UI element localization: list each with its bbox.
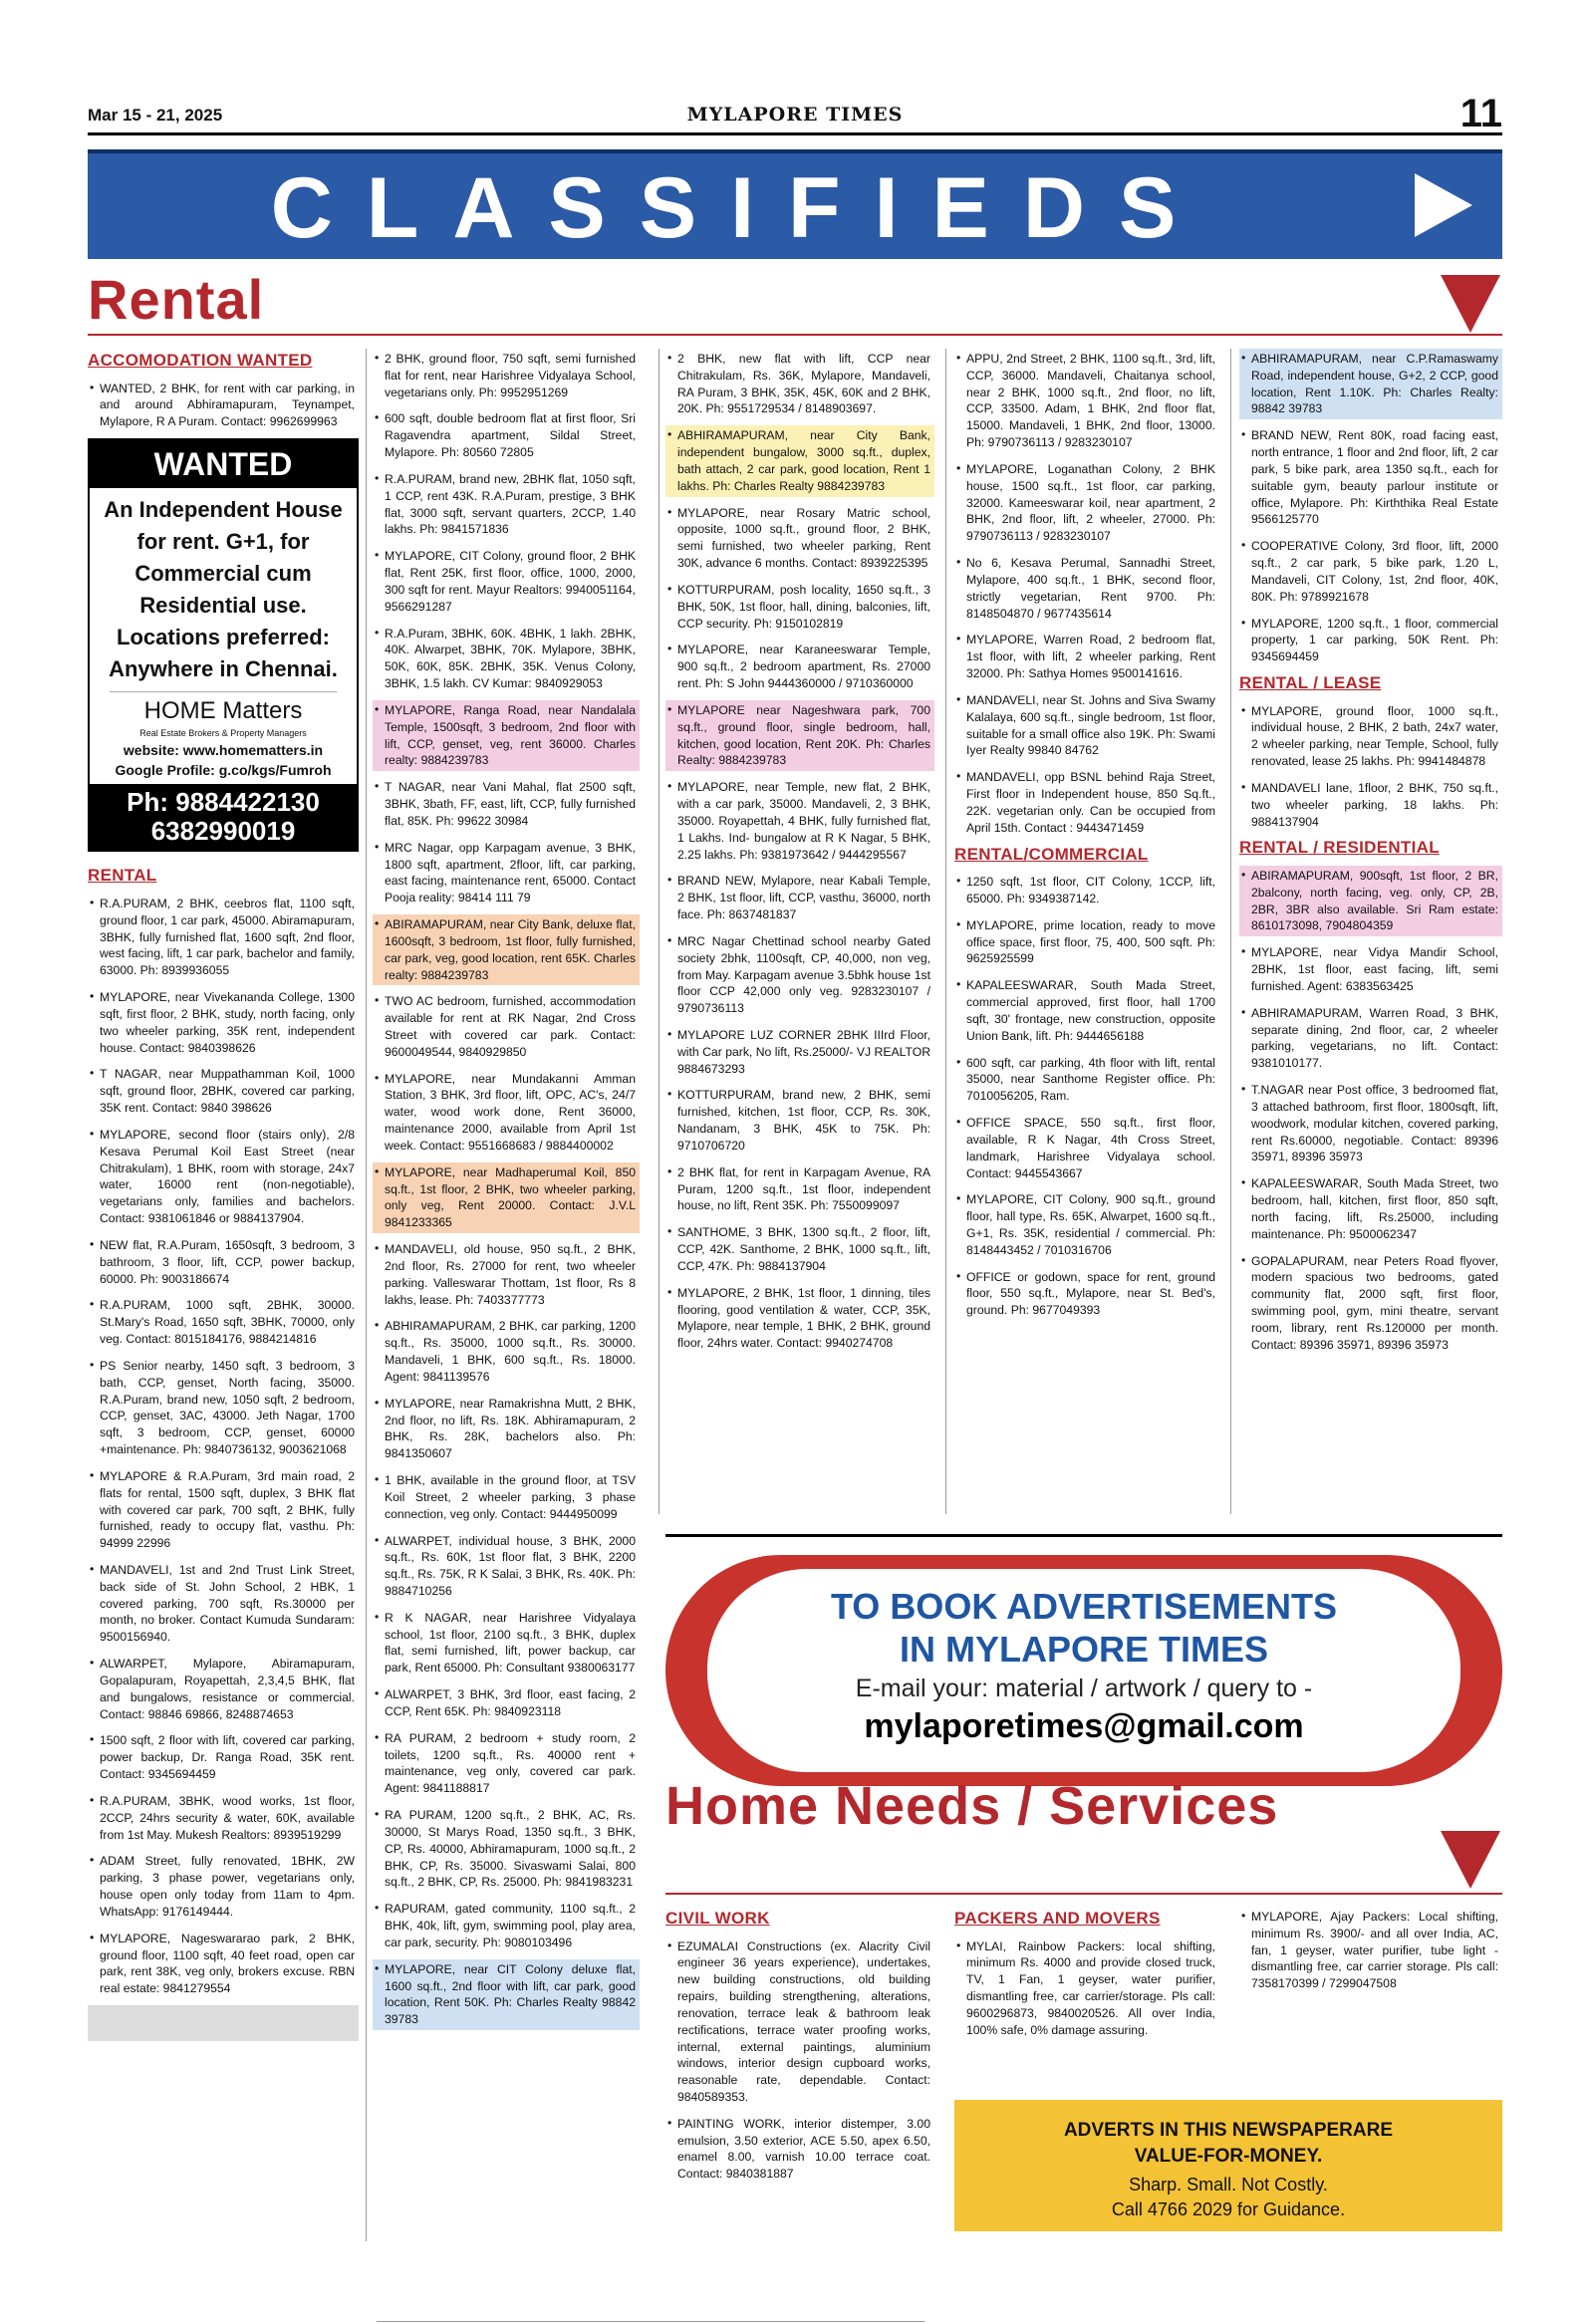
column-divider — [1230, 349, 1231, 1514]
classified-ad: • OFFICE SPACE, 550 sq.ft., first floor, available, R K Nagar, 4th Cross Street, landmark, Harishree Vidyalaya school. Contact: 9445543667 — [954, 1113, 1219, 1183]
classified-ad: • MYLAPORE, Ajay Packers: Local shifting, minimum Rs. 3900/- and all over India, AC, fan, 1 geyser, water purifier, tube light - dismantling free, car carrier storage. Pls call: 7358170399 / 7299047508 — [1239, 1907, 1502, 1994]
classified-ad: • MYLAI, Rainbow Packers: local shifting, minimum Rs. 4000 and provide closed truck, TV, 1 Fan, 1 geyser, water purifier, dismantling free, car carrier/storage. Pls call: 9600296873, 9840020526. All over India, 100% safe, 0% damage assuring. — [954, 1937, 1219, 2041]
down-triangle-icon — [1441, 1831, 1500, 1889]
classified-ad: • MYLAPORE, near Ramakrishna Mutt, 2 BHK, 2nd floor, no lift, Rs. 18K. Abhiramapuram, 2 BHK, Rs. 28K, bachelors also. Ph: 9841350607 — [373, 1394, 640, 1464]
classified-ad: • BRAND NEW, Rent 80K, road facing east, north entrance, 1 floor and 2nd floor, lift, 2 car park, 5 bike park, area 1350 sq.ft., each for suitable gym, beauty parlour institute or office, Mylapore. Ph: Kirththika Real Estate 9566125770 — [1239, 425, 1502, 530]
classified-ad: • MYLAPORE, 1200 sq.ft., 1 floor, commercial property, 1 car parking, 50K Rent. Ph: 9345694459 — [1239, 614, 1502, 667]
issue-date: Mar 15 - 21, 2025 — [88, 106, 223, 125]
down-triangle-icon — [1441, 275, 1500, 333]
classified-ad: • R.A.PURAM, 1000 sqft, 2BHK, 30000. St.Mary's Road, 1650 sqft, 3BHK, 70000, only veg. Contact: 8015184176, 9884214816 — [88, 1295, 359, 1349]
classified-ad: • MYLAPORE, near CIT Colony deluxe flat, 1600 sq.ft., 2nd floor with lift, car park, good location, Rent 50K. Ph: Charles Realty 98842 39783 — [373, 1959, 640, 2030]
classified-ad: • ABIRAMAPURAM, near City Bank, deluxe flat, 1600sqft, 3 bedroom, 1st floor, fully furnished, car park, veg, good location, rent 65K. Charles realty: 9884239783 — [373, 914, 640, 985]
ad-list — [373, 349, 640, 2030]
section-heading-home-needs: Home Needs / Services — [665, 1776, 1279, 1836]
classifieds-banner — [88, 149, 1502, 259]
classified-ad: • 600 sqft, car parking, 4th floor with lift, rental 35000, near Santhome Register office. Ph: 7010056205, Ram. — [954, 1053, 1219, 1107]
wanted-phone — [90, 784, 357, 850]
classified-ad: • 1250 sqft, 1st floor, CIT Colony, 1CCP, lift, 65000. Ph: 9349387142. — [954, 872, 1219, 909]
classified-ad: • MYLAPORE, near Rosary Matric school, opposite, 1000 sq.ft., ground floor, 2 BHK, semi furnished, two wheeler parking, Rent 30K, advance 6 months. Contact: 8939225395 — [665, 503, 934, 574]
wanted-phone-2: 6382990019 — [150, 816, 296, 847]
section-rule — [88, 334, 1502, 336]
classified-ad: • KOTTURPURAM, posh locality, 1650 sq.ft., 3 BHK, 50K, 1st floor, hall, dining, balconies, lift, CCP security. Ph: 9150102819 — [665, 580, 934, 634]
ad-list — [1239, 866, 1502, 1356]
booking-email: mylaporetimes@gmail.com — [864, 1707, 1304, 1746]
page-number: 11 — [1459, 92, 1502, 135]
classified-ad: • No 6, Kesava Perumal, Sannadhi Street, Mylapore, 400 sq.ft., 1 BHK, second floor, strictly vegetarian, Rent 9700. Ph: 8148504870 / 9677435614 — [954, 553, 1219, 624]
adverts-value-box — [954, 2100, 1502, 2231]
wanted-phone-1: Ph: 9884422130 — [127, 787, 320, 818]
column-2 — [373, 349, 640, 2036]
adverts-line-3: Sharp. Small. Not Costly. — [1129, 2175, 1328, 2195]
classified-ad: • ALWARPET, 3 BHK, 3rd floor, east facing, 2 CCP, Rent 65K. Ph: 9840923118 — [373, 1684, 640, 1722]
booking-advert — [665, 1534, 1502, 1803]
classified-ad: • MANDAVELI, old house, 950 sq.ft., 2 BHK, 2nd floor, Rs. 27000 for rent, two wheeler parking. Valleswarar Thottam, 1st floor, Rs 8 lakhs, lease. Ph: 7403377773 — [373, 1239, 640, 1310]
wanted-display-ad — [88, 438, 359, 852]
classified-ad: • MYLAPORE LUZ CORNER 2BHK IIIrd Floor, with Car park, No lift, Rs.25000/- VJ REALTOR 9884673293 — [665, 1025, 934, 1079]
classified-ad: • BRAND NEW, Mylapore, near Kabali Temple, 2 BHK, 1st floor, lift, CCP, vasthu, 36000, north face. Ph: 8637481837 — [665, 871, 934, 924]
classified-ad: • MYLAPORE, Warren Road, 2 bedroom flat, 1st floor, with lift, 2 wheeler parking, Rent 32000. Ph: Sathya Homes 9500141616. — [954, 630, 1219, 683]
column-1 — [88, 349, 359, 2041]
classified-ad: • KOTTURPURAM, brand new, 2 BHK, semi furnished, kitchen, 1st floor, CCP, Rs. 30K, Nandanam, 3 BHK, 45K to 75K. Ph: 9710706720 — [665, 1085, 934, 1156]
subheading-accomodation-wanted: ACCOMODATION WANTED — [88, 351, 313, 370]
masthead — [88, 92, 1502, 135]
classified-ad: • SANTHOME, 3 BHK, 1300 sq.ft., 2 floor, lift, CCP, 42K. Santhome, 2 BHK, 1000 sq.ft., lift, CCP, 47K. Ph: 9884137904 — [665, 1222, 934, 1276]
classified-ad: • TWO AC bedroom, furnished, accommodation available for rent at RK Nagar, 2nd Cross Street with covered car park. Contact: 9600049544, 9840929850 — [373, 991, 640, 1062]
classified-ad: • MRC Nagar Chettinad school nearby Gated society 2bhk, 1100sqft, CP, 40,000, non veg, from May. Karpagam avenue 3.5bhk house 1st floor CCP 42,000 only veg. 9283230107 / 9790736113 — [665, 931, 934, 1019]
classified-ad: • 2 BHK flat, for rent in Karpagam Avenue, RA Puram, 1200 sq.ft., 1st floor, independent house, no lift, Rent 35K. Ph: 7550099097 — [665, 1162, 934, 1216]
booking-oval — [665, 1555, 1502, 1786]
subheading-rental-residential: RENTAL / RESIDENTIAL — [1239, 838, 1440, 858]
subheading-civil-work: CIVIL WORK — [665, 1909, 770, 1928]
classified-ad: • MYLAPORE, Loganathan Colony, 2 BHK house, 1500 sq.ft., 1st floor, car parking, 32000. Kameeswarar koil, near apartment, 2 BHK, 2nd floor, lift, 2 wheeler, 27000. Ph: 9790736113 / 9283230107 — [954, 459, 1219, 547]
booking-line-2: IN MYLAPORE TIMES — [899, 1629, 1269, 1671]
classified-ad: • RA PURAM, 2 bedroom + study room, 2 toilets, 1200 sq.ft., Rs. 40000 rent + maintenance, veg only, covered car park. Agent: 9841188817 — [373, 1728, 640, 1799]
footer-rule — [377, 2321, 925, 2322]
ad-list — [88, 379, 359, 432]
ad-list — [954, 1937, 1219, 2041]
ad-list — [1239, 701, 1502, 833]
classified-ad: • R K NAGAR, near Harishree Vidyalaya school, 1st floor, 2100 sq.ft., 3 BHK, duplex flat, semi furnished, lift, power backup, car park, Rent 65000. Ph: Consultant 9380063177 — [373, 1608, 640, 1678]
classified-ad: • 2 BHK, new flat with lift, CCP near Chitrakulam, Rs. 36K, Mylapore, Mandaveli, RA Puram, 3 BHK, 35K, 45K, 60K and 2 BHK, 20K. Ph: 9551729534 / 8148903697. — [665, 349, 934, 419]
logo-text: HOME Matters — [143, 696, 303, 724]
classified-ad: • MYLAPORE, near Karaneeswarar Temple, 900 sq.ft., 2 bedroom apartment, Rs. 27000 rent. Ph: S John 9444360000 / 9710360000 — [665, 640, 934, 693]
column-4 — [954, 349, 1219, 1327]
classified-ad: • MYLAPORE, Nageswararao park, 2 BHK, ground floor, 1100 sqft, 40 feet road, open car park, rent 38K, veg only, brokers excuse. RBN real estate: 9841279554 — [88, 1929, 359, 1999]
ad-list — [665, 1937, 934, 2186]
classified-ad: • MYLAPORE, near Temple, new flat, 2 BHK, with a car park, 35000. Mandaveli, 2, 3 BHK, 35000. Royapettah, 4 BHK, fully furnished flat, 1 Lakhs. Ind- bungalow at R K Nagar, 5 BHK, 2.25 lakhs. Ph: 9381973642 / 9444295567 — [665, 777, 934, 865]
classified-ad: • RAPURAM, gated community, 1100 sq.ft., 2 BHK, 40k, lift, gym, swimming pool, play area, car park, security. Ph: 9080103496 — [373, 1899, 640, 1952]
classified-ad: • EZUMALAI Constructions (ex. Alacrity Civil engineer 36 years experience), undertakes, new building constructions, old building repairs, building strengthening, alterations, renovation, terrace leak & bathroom leak rectifications, terrace water proofing works, internal, external paintings, aluminium windows, interior design cupboard works, reasonable rate, dependable. Contact: 9840589353. — [665, 1937, 934, 2108]
classified-ad: • MYLAPORE, near Vivekananda College, 1300 sqft, first floor, 2 BHK, study, north facing, only two wheeler parking, 35K rent, independent house. Contact: 9840398626 — [88, 987, 359, 1058]
packers-column — [954, 1907, 1219, 2047]
classified-ad: • MANDAVELI, near St. Johns and Siva Swamy Kalalaya, 600 sq.ft., single bedroom, 1st floor, suitable for a small office also 19K. Ph: Swami Iyer Realty 99840 84762 — [954, 690, 1219, 761]
classified-ad: • T.NAGAR near Post office, 3 bedroomed flat, 3 attached bathroom, first floor, 1800sqft, lift, woodwork, modular kitchen, covered parking, rent Rs.60000, negotiable. Contact: 89396 35971, 89396 35973 — [1239, 1080, 1502, 1167]
classified-ad: • R.A.Puram, 3BHK, 60K. 4BHK, 1 lakh. 2BHK, 40K. Alwarpet, 3BHK, 70K. Mylapore, 3BHK, 50K, 60K, 85K. 2BHK, 35K. Venus Colony, 3BHK, 1.5 lakh. CV Kumar: 9840929053 — [373, 624, 640, 694]
classified-ad: • MYLAPORE & R.A.Puram, 3rd main road, 2 flats for rental, 1500 sqft, duplex, 3 BHK flat with covered car park, 700 sqft, 2 BHK, fully furnished, ready to occupy flat, vasthu. Ph: 94999 22996 — [88, 1466, 359, 1554]
classified-ad: • ABHIRAMAPURAM, 2 BHK, car parking, 1200 sq.ft., Rs. 35000, 1000 sq.ft., Rs. 30000. Mandaveli, 1 BHK, 600 sq.ft., Rs. 18000. Agent: 9841139576 — [373, 1316, 640, 1387]
classified-ad: • R.A.PURAM, brand new, 2BHK flat, 1050 sqft, 1 CCP, rent 43K. R.A.Puram, prestige, 3 BHK flat, 3000 sqft, servant quarters, 2CCP, 1.40 lakhs. Ph: 9841571836 — [373, 469, 640, 540]
classified-ad: • MYLAPORE, ground floor, 1000 sq.ft., individual house, 2 BHK, 2 bath, 24x7 water, 2 wheeler parking, near Temple, School, fully renovated, lease 25 lakhs. Ph: 9941484878 — [1239, 701, 1502, 772]
classified-ad: • 2 BHK, ground floor, 750 sqft, semi furnished flat for rent, near Harishree Vidyalaya School, vegetarians only. Ph: 9952951269 — [373, 349, 640, 402]
booking-inner — [707, 1569, 1460, 1772]
adverts-line-2: VALUE-FOR-MONEY. — [1134, 2145, 1323, 2167]
classified-ad: • GOPALAPURAM, near Peters Road flyover, modern spacious two bedrooms, gated community flat, 2000 sqft, first floor, swimming pool, gym, mini theatre, servant room, library, rent Rs.120000 per month. Contact: 89396 35971, 89396 35973 — [1239, 1251, 1502, 1356]
ad-list — [665, 349, 934, 1354]
ad-list — [954, 349, 1219, 839]
adverts-line-1: ADVERTS IN THIS NEWSPAPERARE — [1063, 2120, 1394, 2141]
subheading-rental-commercial: RENTAL/COMMERCIAL — [954, 844, 1149, 864]
classified-ad: • WANTED, 2 BHK, for rent with car parking, in and around Abhiramapuram, Teynampet, Mylapore, R A Puram. Contact: 9962699963 — [88, 379, 359, 432]
classified-ad: • MYLAPORE, near Madhaperumal Koil, 850 sq.ft., 1st floor, 2 BHK, two wheeler parking, only veg, Rent 20000. Contact: J.V.L 9841233365 — [373, 1162, 640, 1233]
ad-list — [954, 872, 1219, 1321]
classified-ad: • MYLAPORE, near Vidya Mandir School, 2BHK, 1st floor, east facing, lift, semi furnished. Agent: 6383563425 — [1239, 942, 1502, 996]
classified-ad: • MYLAPORE near Nageshwara park, 700 sq.ft., ground floor, single bedroom, hall, kitchen, good location, Rent 20K. Ph: Charles Realty: 9884239783 — [665, 700, 934, 771]
logo-subtitle: Real Estate Brokers & Property Managers — [139, 727, 307, 738]
column-divider — [659, 349, 660, 1514]
classified-ad: • 1 BHK, available in the ground floor, at TSV Koil Street, 2 wheeler parking, 3 phase connection, veg only. Contact: 9444950099 — [373, 1470, 640, 1524]
classified-ad: • ADAM Street, fully renovated, 1BHK, 2W parking, 3 phase power, vegetarians only, house open only today from 11am to 4pm. WhatsApp: 9176149444. — [88, 1851, 359, 1922]
classified-ad: • MANDAVELI, opp BSNL behind Raja Street, First floor in Independent house, 850 Sq.ft., 22K. vegetarian only. Can be occupied from April 15th. Contact : 9443471459 — [954, 767, 1219, 838]
ad-list — [1239, 349, 1502, 667]
play-arrow-icon — [1415, 173, 1472, 237]
classified-ad: • MYLAPORE, 2 BHK, 1st floor, 1 dinning, tiles flooring, good ventilation & water, CCP, 35K, Mylapore, near temple, 1 BHK, 2 BHK, ground floor, 24hrs water. Contact: 9940274708 — [665, 1283, 934, 1354]
classified-ad: • MYLAPORE, CIT Colony, 900 sq.ft., ground floor, hall type, Rs. 65K, Alwarpet, 1600 sq.ft., G+1, Rs. 35K, residential / commercial. Ph: 8148443452 / 7010316706 — [954, 1189, 1219, 1260]
classified-ad: • COOPERATIVE Colony, 3rd floor, lift, 2000 sq.ft., 2 car park, 5 bike park, 1.20 L, Mandaveli, CIT Colony, 1st, 2nd floor, 40K, 80K. Ph: 9789921678 — [1239, 536, 1502, 607]
classified-ad: • KAPALEESWARAR, South Mada Street, commercial approved, first floor, hall 1700 sqft, 30' frontage, new construction, opposite Union Bank, lift. Ph: 9444656188 — [954, 975, 1219, 1046]
wanted-website: website: www.homematters.in — [123, 742, 324, 759]
ad-list — [88, 894, 359, 1999]
adverts-line-4: Call 4766 2029 for Guidance. — [1111, 2198, 1346, 2219]
classified-ad: • MYLAPORE, near Mundakanni Amman Station, 3 BHK, 3rd floor, lift, OPC, AC's, 24/7 water, wood work done, Rent 36000, maintenance 2000, available from April 1st week. Contact: 9551668683 / 9884400002 — [373, 1069, 640, 1157]
section-rule — [665, 1893, 1502, 1895]
wanted-profile: Google Profile: g.co/kgs/Fumroh — [115, 761, 332, 778]
classified-ad: • MRC Nagar, opp Karpagam avenue, 3 BHK, 1800 sqft, apartment, 2floor, lift, car parking, east facing, maintenance rent, 65000. Contact Pooja reality: 98414 111 79 — [373, 838, 640, 908]
ad-list — [1239, 1907, 1502, 1994]
classified-ad: • MYLAPORE, prime location, ready to move office space, first floor, 75, 400, 500 sqft. Ph: 9625925599 — [954, 915, 1219, 969]
subheading-rental-lease: RENTAL / LEASE — [1239, 673, 1382, 693]
section-heading-rental: Rental — [88, 268, 265, 331]
civil-work-column — [665, 1907, 934, 2191]
classified-ad: • ALWARPET, individual house, 3 BHK, 2000 sq.ft., Rs. 60K, 1st floor flat, 3 BHK, 2200 sq.ft., Rs. 75K, R K Salai, 3 BHK, Rs. 40K. Ph: 9884710256 — [373, 1531, 640, 1602]
classified-ad: • ABHIRAMAPURAM, near City Bank, independent bungalow, 3000 sq.ft., duplex, bath attach, 2 car park, good location, Rent 1 lakhs. Ph: Charles Realty 9884239783 — [665, 425, 934, 496]
classified-ad: • 1500 sqft, 2 floor with lift, covered car parking, power backup, Dr. Ranga Road, 35K rent. Contact: 9345694459 — [88, 1730, 359, 1784]
banner-title: CLASSIFIEDS — [270, 160, 1210, 256]
classified-ad: • OFFICE or godown, space for rent, ground floor, 550 sq.ft., Mylapore, near St. Bed's, ground. Ph: 9677049393 — [954, 1267, 1219, 1321]
classified-ad: • R.A.PURAM, 2 BHK, ceebros flat, 1100 sqft, ground floor, 1 car park, 45000. Abiramapuram, 3BHK, fully furnished flat, 1600 sqft, 2nd floor, west facing, lift, 1 car park, bachelor and family, 63000. Ph: 8939936055 — [88, 894, 359, 981]
classified-ad: • APPU, 2nd Street, 2 BHK, 1100 sq.ft., 3rd, lift, CCP, 36000. Mandaveli, Chaitanya school, near 2 BHK, 1000 sq.ft., 2nd floor, no lift, CCP, 33500. Adam, 1 BHK, 2nd floor flat, 15000. Mandaveli, 1 BHK, 2nd floor, 13000. Ph: 9790736113 / 9283230107 — [954, 349, 1219, 453]
column-5 — [1239, 349, 1502, 1362]
classified-ad: • MYLAPORE, Ranga Road, near Nandalala Temple, 1500sqft, 3 bedroom, 2nd floor with lift, CCP, genset, veg, rent 36000. Charles realty: 9884239783 — [373, 700, 640, 771]
classified-ad: • NEW flat, R.A.Puram, 1650sqft, 3 bedroom, 3 bathroom, 3 floor, lift, CCP, power backup, 60000. Ph: 9003186674 — [88, 1235, 359, 1289]
booking-line-1: TO BOOK ADVERTISEMENTS — [830, 1586, 1338, 1627]
booking-line-3: E-mail your: material / artwork / query to - — [855, 1675, 1313, 1703]
classified-ad: • R.A.PURAM, 3BHK, wood works, 1st floor, 2CCP, 24hrs security & water, 60K, available from 1st May. Mukesh Realtors: 8939519299 — [88, 1791, 359, 1845]
column-3 — [665, 349, 934, 1360]
classified-ad: • T NAGAR, near Muppathamman Koil, 1000 sqft, ground floor, 2BHK, covered car parking, 35K rent. Contact: 9840 398626 — [88, 1064, 359, 1118]
column-divider — [366, 349, 367, 2241]
classified-ad: • PS Senior nearby, 1450 sqft, 3 bedroom, 3 bath, CCP, genset, North facing, 35000. R.A.Puram, brand new, 1050 sqft, 2 bedroom, CCP, genset, 3AC, 43000. Jeth Nagar, 1700 sqft, 3 bedroom, CCP, genset, 60000 +maintenance. Ph: 9840736132, 9003621068 — [88, 1356, 359, 1460]
classified-ad: • MANDAVELI, 1st and 2nd Trust Link Street, back side of St. John School, 2 HBK, 1 covered parking, 700 sqft, Rs.30000 per month, no broker. Contact Kumuda Sundaram: 9500156940. — [88, 1560, 359, 1648]
subheading-rental: RENTAL — [88, 866, 157, 886]
subheading-packers-movers: PACKERS AND MOVERS — [954, 1909, 1161, 1928]
classified-ad: • RA PURAM, 1200 sq.ft., 2 BHK, AC, Rs. 30000, St Marys Road, 1350 sq.ft., 3 BHK, CP, Rs. 40000, Abhiramapuram, 1000 sq.ft., 2 BHK, CP, Rs. 35000. Sivaswami Salai, 800 sq.ft., 2 BHK, CP, Rs. 25000. Ph: 9841983231 — [373, 1805, 640, 1893]
blank-grey-box — [88, 2005, 359, 2041]
packers-column-b — [1239, 1907, 1502, 2000]
classified-ad: • MYLAPORE, CIT Colony, ground floor, 2 BHK flat, Rent 25K, first floor, office, 1000, 2000, 300 sqft for rent. Mayur Realtors: 9940051164, 9566291287 — [373, 546, 640, 617]
home-matters-logo — [110, 691, 337, 742]
classified-ad: • PAINTING WORK, interior distemper, 3.00 emulsion, 3.50 exterior, ACE 5.50, apex 6.50, enamel 8.00, varnish 10.00 terrace coat. Contact: 9840381887 — [665, 2114, 934, 2185]
paper-name: MYLAPORE TIMES — [686, 104, 904, 126]
classified-ad: • ABHIRAMAPURAM, Warren Road, 3 BHK, separate dining, 2nd floor, car, 2 wheeler parking, vegetarians, no lift. Contact: 9381010177. — [1239, 1003, 1502, 1074]
classified-ad: • 600 sqft, double bedroom flat at first floor, Sri Ragavendra apartment, Sildal Street, Mylapore. Ph: 80560 72805 — [373, 408, 640, 462]
classified-ad: • MYLAPORE, second floor (stairs only), 2/8 Kesava Perumal Koil East Street (near Chitrakulam), 1 BHK, room with storage, 24x7 water, 16000 rent (non-negotiable), vegetarians only, families and bachelors. Contact: 9381061846 or 9884137904. — [88, 1125, 359, 1229]
classified-ad: • MANDAVELI lane, 1floor, 2 BHK, 750 sq.ft., two wheeler parking, 18 lakhs. Ph: 9884137904 — [1239, 778, 1502, 832]
classified-ad: • ALWARPET, Mylapore, Abiramapuram, Gopalapuram, Royapettah, 2,3,4,5 BHK, flat and bungalows, resistance or commercial. Contact: 98846 69866, 8248874653 — [88, 1654, 359, 1724]
classified-ad: • ABIRAMAPURAM, 900sqft, 1st floor, 2 BR, 2balcony, north facing, veg. only, CP, 2B, 2BR, 3BR also available. Sri Ram estate: 8610173098, 7904804359 — [1239, 866, 1502, 936]
wanted-title: WANTED — [90, 440, 357, 488]
classified-ad: • T NAGAR, near Vani Mahal, flat 2500 sqft, 3BHK, 3bath, FF, east, lift, CCP, fully furnished flat, 85K. Ph: 99622 30984 — [373, 777, 640, 831]
classified-ad: • KAPALEESWARAR, South Mada Street, two bedroom, hall, kitchen, first floor, 850 sqft, north facing, lift, Rs.25000, including maintenance. Ph: 9500062347 — [1239, 1173, 1502, 1244]
column-divider — [945, 349, 946, 1514]
wanted-body: An Independent House for rent. G+1, for Commercial cum Residential use. Locations preferred: Anywhere in Chennai. — [104, 497, 343, 681]
classified-ad: • ABHIRAMAPURAM, near C.P.Ramaswamy Road, independent house, G+2, 2 CCP, good location, Rent 1.10K. Ph: Charles Realty: 98842 39783 — [1239, 349, 1502, 419]
